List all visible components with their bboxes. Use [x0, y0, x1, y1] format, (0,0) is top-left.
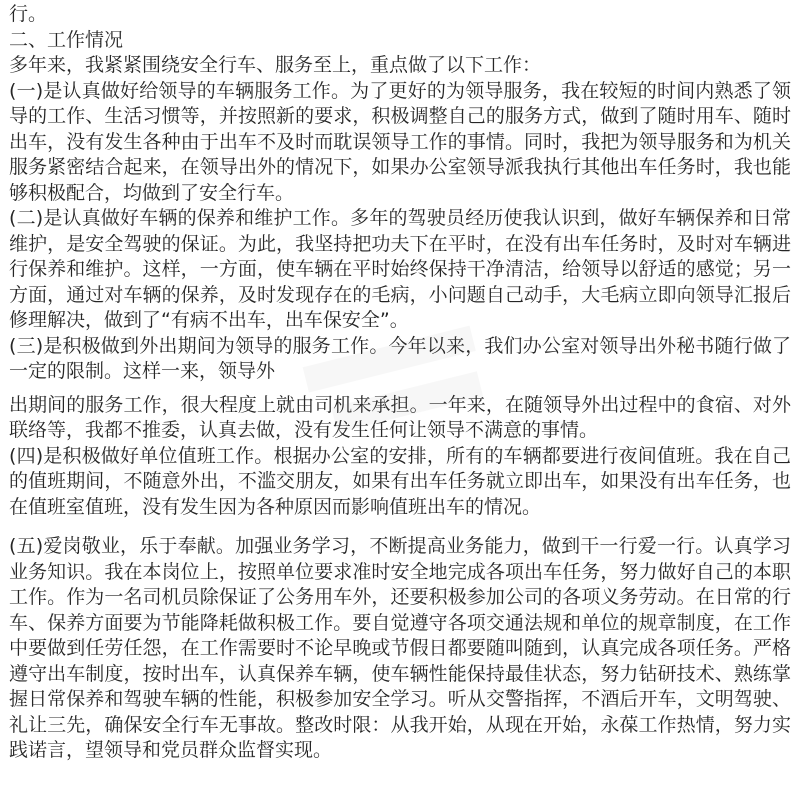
section-heading: 二、工作情况 — [9, 28, 124, 51]
paragraph-item-4: (四)是积极做好单位值班工作。根据办公室的安排，所有的车辆都要进行夜间值班。我在自己的值班期间，不随意外出，不滥交朋友，如果有出车任务就立即出车，如果没有出车任务，也在值班室值班，没有发生因为各种原因而影响值班出车的情况。 — [9, 444, 791, 518]
paragraph-item-1: (一)是认真做好给领导的车辆服务工作。为了更好的为领导服务，我在较短的时间内熟悉了领导的工作、生活习惯等，并按照新的要求，积极调整自己的服务方式，做到了随时用车、随时出车，没有发生各种由于出车不及时而耽误领导工作的事情。同时，我把为领导服务和为机关服务紧密结合起来，在领导出外的情况下，如果办公室领导派我执行其他出车任务时，我也能够积极配合，均做到了安全行车。 — [9, 79, 791, 204]
continuation-fragment: 行。 — [9, 3, 48, 25]
paragraph-item-3-continued: 出期间的服务工作，很大程度上就由司机来承担。一年来，在随领导外出过程中的食宿、对外联络等，我都不推委，认真去做，没有发生任何让领导不满意的事情。 — [9, 393, 791, 441]
paragraph-item-5: (五)爱岗敬业，乐于奉献。加强业务学习，不断提高业务能力，做到干一行爱一行。认真学习业务知识。我在本岗位上，按照单位要求准时安全地完成各项出车任务，努力做好自己的本职工作。作为一名司机员除保证了公务用车外，还要积极参加公司的各项义务劳动。在日常的行车、保养方面要为节能降耗做积极工作。要自觉遵守各项交通法规和单位的规章制度，在工作中要做到任劳任怨，在工作需要时不论早晚或节假日都要随叫随到，认真完成各项任务。严格遵守出车制度，按时出车，认真保养车辆，使车辆性能保持最佳状态，努力钻研技术、熟练掌握日常保养和驾驶车辆的性能，积极参加安全学习。听从交警指挥，不酒后开车，文明驾驶、礼让三先，确保安全行车无事故。整改时限：从我开始，从现在开始，永葆工作热情，努力实践诺言，望领导和党员群众监督实现。 — [9, 535, 791, 761]
paragraph-item-2: (二)是认真做好车辆的保养和维护工作。多年的驾驶员经历使我认识到，做好车辆保养和日常维护，是安全驾驶的保证。为此，我坚持把功夫下在平时，在没有出车任务时，及时对车辆进行保养和维护。这样，一方面，使车辆在平时始终保持干净清洁，给领导以舒适的感觉；另一方面，通过对车辆的保养，及时发现存在的毛病，小问题自己动手，大毛病立即向领导汇报后修理解决，做到了“有病不出车，出车保安全”。 — [9, 207, 791, 331]
paragraph-item-3: (三)是积极做到外出期间为领导的服务工作。今年以来，我们办公室对领导出外秘书随行做了一定的限制。这样一来，领导外 — [9, 334, 791, 382]
intro-paragraph: 多年来，我紧紧围绕安全行车、服务至上，重点做了以下工作： — [9, 54, 542, 76]
